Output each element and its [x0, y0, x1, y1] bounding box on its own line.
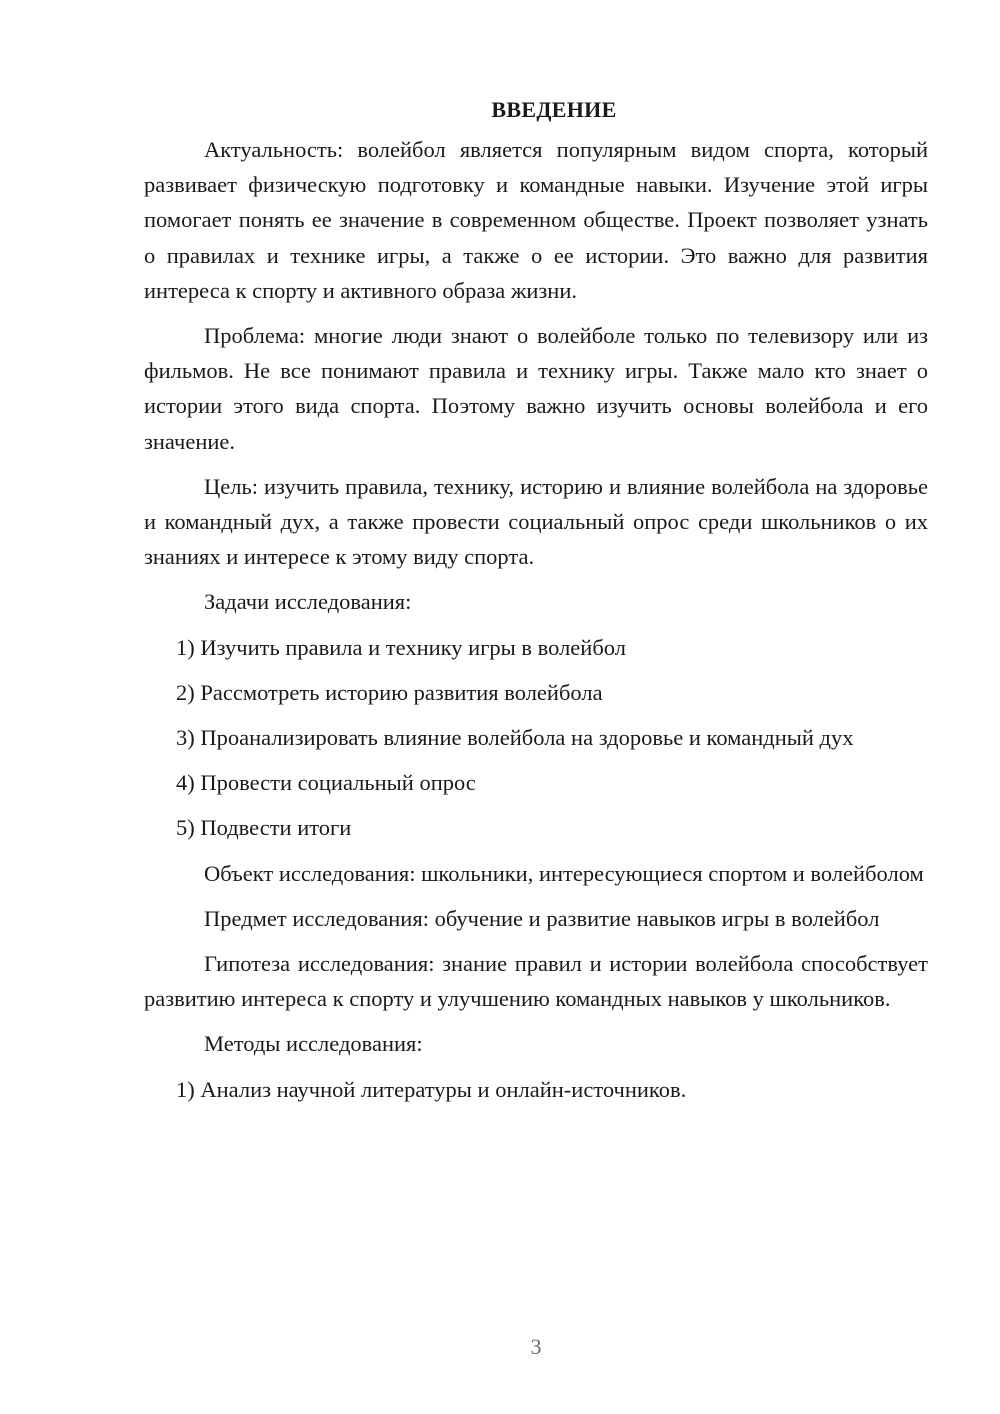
task-item: 3) Проанализировать влияние волейбола на здоровье и командный дух	[176, 725, 854, 751]
method-item: 1) Анализ научной литературы и онлайн-источников.	[176, 1076, 687, 1102]
task-item: 5) Подвести итоги	[176, 815, 352, 841]
task-item: 2) Рассмотреть историю развития волейбола	[176, 679, 603, 705]
object-paragraph: Объект исследования: школьники, интересующиеся спортом и волейболом	[204, 860, 924, 886]
page-number: 3	[530, 1334, 542, 1359]
relevance-paragraph: Актуальность: волейбол является популярным видом спорта, который развивает физическую подготовку и командные навыки. Изучение этой игры помогает понять ее значение в современном обществе. Проект позволяет узнать о правилах и технике игры, а также о ее истории. Это важно для развития интереса к спорту и активного образа жизни.	[144, 137, 928, 303]
subject-paragraph: Предмет исследования: обучение и развитие навыков игры в волейбол	[204, 905, 880, 931]
task-item: 4) Провести социальный опрос	[176, 770, 476, 796]
goal-paragraph: Цель: изучить правила, технику, историю и влияние волейбола на здоровье и командный дух, а также провести социальный опрос среди школьников о их знаниях и интересе к этому виду спорта.	[144, 473, 928, 570]
methods-label: Методы исследования:	[204, 1031, 423, 1057]
task-item: 1) Изучить правила и технику игры в волейбол	[176, 634, 626, 660]
hypothesis-paragraph: Гипотеза исследования: знание правил и истории волейбола способствует развитию интереса к спорту и улучшению командных навыков у школьников.	[144, 951, 928, 1012]
document-page	[144, 92, 928, 1117]
section-heading: ВВЕДЕНИЕ	[491, 97, 617, 122]
tasks-label: Задачи исследования:	[204, 589, 412, 615]
problem-paragraph: Проблема: многие люди знают о волейболе только по телевизору или из фильмов. Не все понимают правила и технику игры. Также мало кто знает о истории этого вида спорта. Поэтому важно изучить основы волейбола и его значение.	[144, 323, 928, 454]
